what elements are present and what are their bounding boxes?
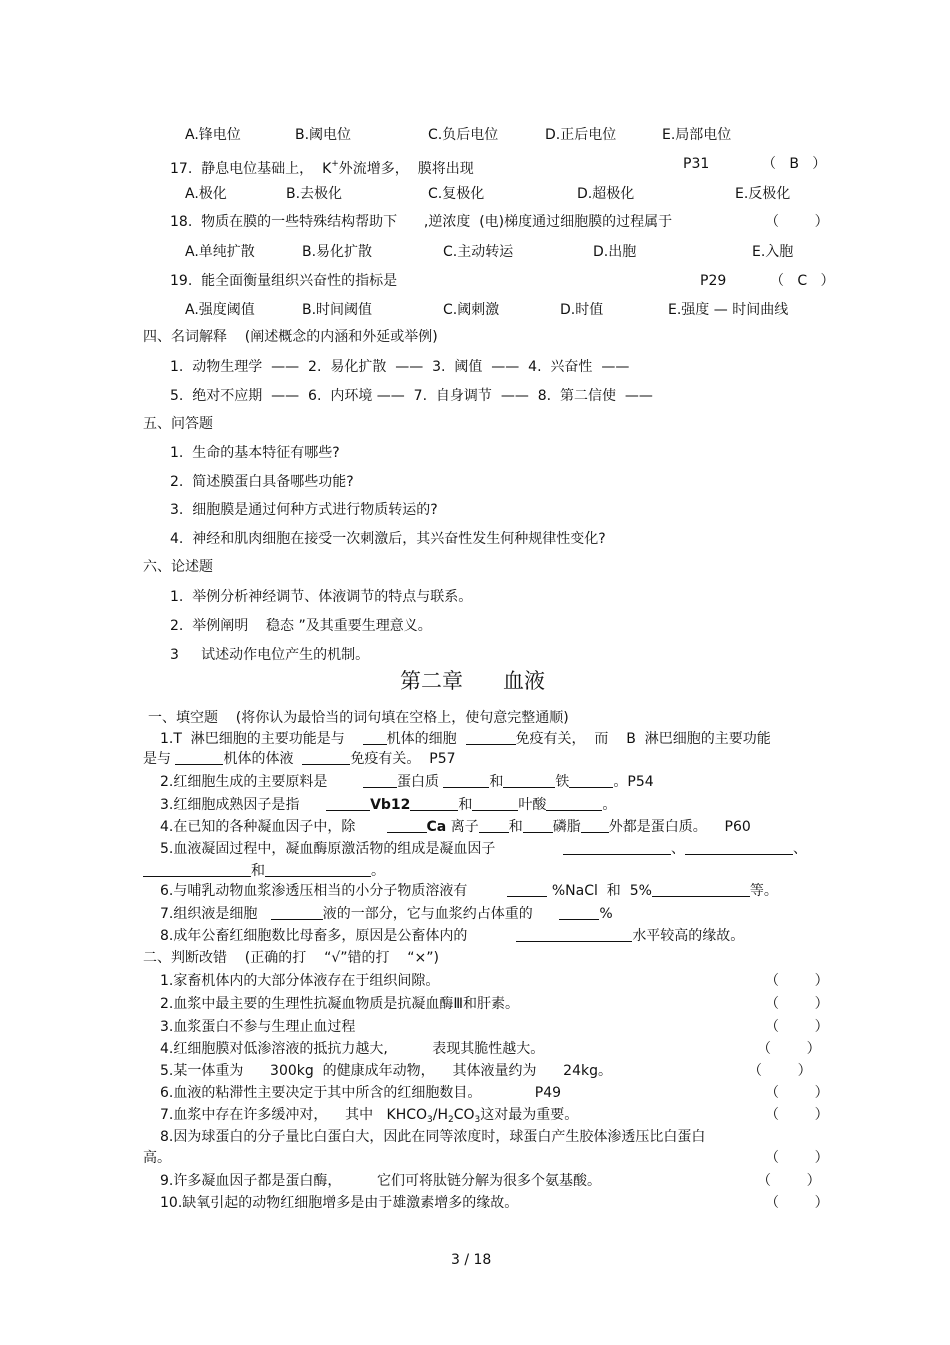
section-6-item: 2. 举例阐明 稳态 ”及其重要生理意义。 (170, 618, 432, 634)
judge-answer-box[interactable]: （ ） (765, 1107, 829, 1123)
q17-option-d: D.超极化 (577, 186, 635, 202)
judge-answer-box[interactable]: （ ） (765, 973, 829, 989)
q17-option-b: B.去极化 (286, 186, 343, 202)
fill-q8: 8.成年公畜红细胞数比母畜多，原因是公畜体内的 水平较高的缘故。 (160, 928, 745, 944)
q18-option-d: D.出胞 (593, 244, 637, 260)
blank[interactable] (559, 905, 599, 920)
blank[interactable] (546, 796, 602, 811)
q18-option-b: B.易化扩散 (302, 244, 373, 260)
fill-q3: 3.红细胞成熟因子是指 Vb12 和 叶酸 。 (160, 797, 617, 813)
fill-q1-line1: 1.T 淋巴细胞的主要功能是与 机体的细胞 免疫有关， 而 B 淋巴细胞的主要功能 (160, 731, 771, 747)
judge-item-8: 8.因为球蛋白的分子量比白蛋白大，因此在同等浓度时，球蛋白产生胶体渗透压比白蛋白 (160, 1129, 706, 1145)
judge-answer-box[interactable]: （ ） (765, 1150, 829, 1166)
question-18: 18. 物质在膜的一些特殊结构帮助下 ,逆浓度 (电)梯度通过细胞膜的过程属于 (170, 214, 673, 230)
judge-item-1: 1.家畜机体内的大部分体液存在于组织间隙。 (160, 973, 440, 989)
judge-item-4: 4.红细胞膜对低渗溶液的抵抗力越大, 表现其脆性越大。 (160, 1041, 545, 1057)
section-4-line-2: 5. 绝对不应期 —— 6. 内环境 —— 7. 自身调节 —— 8. 第二信使 —— (170, 388, 653, 404)
q19-option-d: D.时值 (560, 302, 604, 318)
judge-answer-box[interactable]: （ ） (765, 1085, 829, 1101)
q19-page-ref: P29 (700, 273, 727, 289)
question-19: 19. 能全面衡量组织兴奋性的指标是 (170, 273, 398, 289)
section-5-item: 4. 神经和肌肉细胞在接受一次刺激后，其兴奋性发生何种规律性变化? (170, 531, 606, 547)
q16-option-e: E.局部电位 (662, 127, 732, 143)
fill-q7: 7.组织液是细胞 液的一部分，它与血浆约占体重的 % (160, 906, 613, 922)
blank[interactable] (523, 818, 553, 833)
blank[interactable] (685, 840, 793, 855)
q17-answer: （ B ） (762, 156, 827, 172)
q16-option-b: B.阈电位 (295, 127, 352, 143)
blank[interactable] (363, 730, 387, 745)
judge-answer-box[interactable]: （ ） (765, 1195, 829, 1211)
fill-q5-line2: 和 。 (143, 862, 385, 880)
blank[interactable] (479, 818, 509, 833)
judge-answer-box[interactable]: （ ） (765, 1019, 829, 1035)
page-number: 3 / 18 (451, 1252, 492, 1268)
blank[interactable] (472, 796, 518, 811)
blank[interactable] (563, 840, 671, 855)
blank[interactable] (581, 818, 609, 833)
q19-answer: （ C ） (770, 273, 835, 289)
blank[interactable] (175, 750, 223, 765)
section-6-title: 六、论述题 (143, 559, 213, 575)
q16-option-d: D.正后电位 (545, 127, 617, 143)
blank[interactable] (516, 927, 632, 942)
judge-answer-box[interactable]: （ ） (757, 1041, 821, 1057)
fill-q5-blanks: 、 、 (563, 840, 807, 858)
blank[interactable] (652, 882, 750, 897)
q17-option-e: E.反极化 (735, 186, 791, 202)
blank[interactable] (143, 862, 251, 877)
q17-option-a: A.极化 (185, 186, 227, 202)
judge-item-6: 6.血液的粘滞性主要决定于其中所含的红细胞数目。 P49 (160, 1085, 562, 1101)
section-5-title: 五、问答题 (143, 416, 213, 432)
judge-answer-box[interactable]: （ ） (748, 1063, 812, 1079)
judge-item-8-continued: 高。 (143, 1150, 171, 1166)
blank[interactable] (302, 750, 350, 765)
judge-answer-box[interactable]: （ ） (757, 1173, 821, 1189)
blank[interactable] (507, 882, 547, 897)
section-5-item: 1. 生命的基本特征有哪些? (170, 445, 340, 461)
chapter-title: 第二章 血液 (400, 669, 546, 693)
q16-option-c: C.负后电位 (428, 127, 499, 143)
blank[interactable] (265, 862, 371, 877)
judge-item-3: 3.血浆蛋白不参与生理止血过程 (160, 1019, 356, 1035)
section-4-title: 四、名词解释 (阐述概念的内涵和外延或举例) (143, 329, 438, 345)
blank[interactable] (569, 773, 613, 788)
fill-q5-line1: 5.血液凝固过程中，凝血酶原激活物的组成是凝血因子 (160, 841, 496, 857)
q18-option-a: A.单纯扩散 (185, 244, 255, 260)
fill-q2: 2.红细胞生成的主要原料是 蛋白质 和 铁 。P54 (160, 774, 654, 790)
q19-option-a: A.强度阈值 (185, 302, 255, 318)
section-5-item: 2. 简述膜蛋白具备哪些功能? (170, 474, 354, 490)
q18-answer: （ ） (765, 214, 829, 230)
judge-item-7: 7.血浆中存在许多缓冲对， 其中 $KHCO_3/H_2CO_3$这对最为重要。 (160, 1107, 579, 1125)
question-17: 17. 静息电位基础上， K+外流增多， 膜将出现 (170, 159, 474, 177)
blank[interactable] (503, 773, 555, 788)
blank[interactable] (363, 773, 397, 788)
section-6-item: 1. 举例分析神经调节、体液调节的特点与联系。 (170, 589, 473, 605)
judge-section-title: 二、判断改错 (正确的打 “√”错的打 “×”) (143, 950, 439, 966)
judge-item-2: 2.血浆中最主要的生理性抗凝血物质是抗凝血酶Ⅲ和肝素。 (160, 996, 520, 1012)
q16-option-a: A.锋电位 (185, 127, 241, 143)
fill-section-title: 一、填空题 (将你认为最恰当的词句填在空格上，使句意完整通顺) (148, 710, 569, 726)
judge-item-9: 9.许多凝血因子都是蛋白酶， 它们可将肽链分解为很多个氨基酸。 (160, 1173, 601, 1189)
judge-item-10: 10.缺氧引起的动物红细胞增多是由于雄激素增多的缘故。 (160, 1195, 519, 1211)
blank[interactable] (271, 905, 323, 920)
blank[interactable] (466, 730, 516, 745)
judge-answer-box[interactable]: （ ） (765, 996, 829, 1012)
section-6-item: 3 试述动作电位产生的机制。 (170, 647, 370, 663)
blank[interactable] (443, 773, 489, 788)
q18-option-c: C.主动转运 (443, 244, 514, 260)
judge-item-5: 5.某一体重为 300kg 的健康成年动物， 其体液量约为 24kg。 (160, 1063, 612, 1079)
q17-option-c: C.复极化 (428, 186, 485, 202)
blank[interactable] (410, 796, 458, 811)
q19-option-e: E.强度 — 时间曲线 (668, 302, 789, 318)
blank[interactable] (326, 796, 370, 811)
fill-q6: 6.与哺乳动物血浆渗透压相当的小分子物质溶液有 %NaCl 和 5% 等。 (160, 883, 778, 899)
fill-q1-line2: 是与 机体的体液 免疫有关。 P57 (143, 751, 456, 767)
q17-page-ref: P31 (683, 156, 710, 172)
q19-option-c: C.阈刺激 (443, 302, 500, 318)
section-4-line-1: 1. 动物生理学 —— 2. 易化扩散 —— 3. 阈值 —— 4. 兴奋性 —— (170, 359, 630, 375)
q18-option-e: E.入胞 (752, 244, 794, 260)
section-5-item: 3. 细胞膜是通过何种方式进行物质转运的? (170, 502, 438, 518)
fill-q4: 4.在已知的各种凝血因子中，除 Ca 离子 和 磷脂 外都是蛋白质。 P60 (160, 819, 751, 835)
blank[interactable] (387, 818, 427, 833)
q19-option-b: B.时间阈值 (302, 302, 373, 318)
